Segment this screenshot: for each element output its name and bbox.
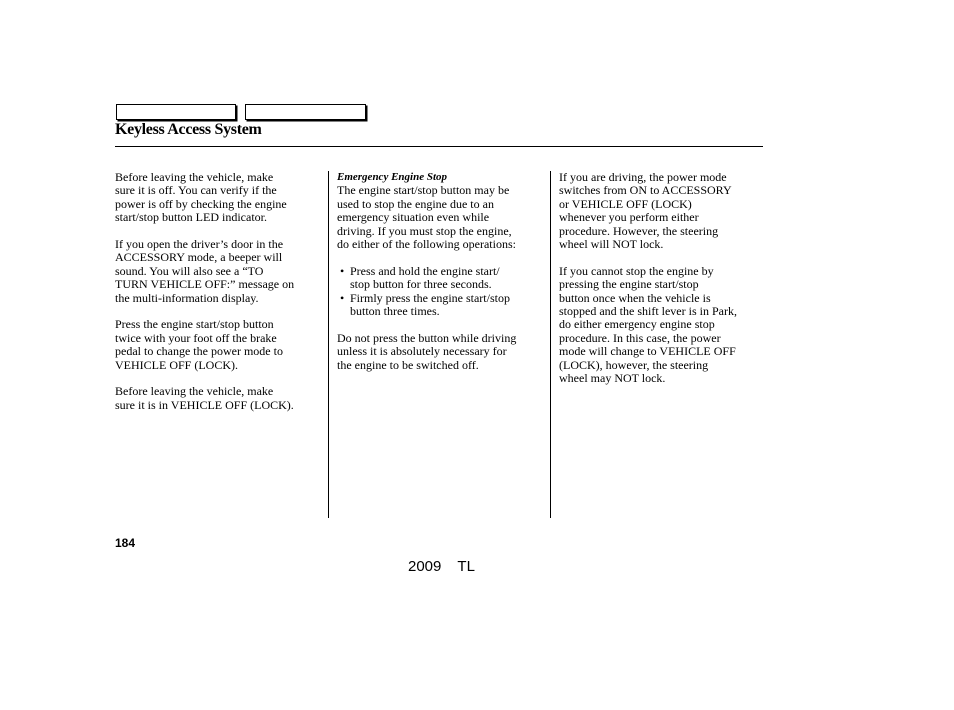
paragraph: Press the engine start/stop button twice with your foot off the brake pedal to change the power mode to VEHICLE OFF (LOCK).: [115, 317, 283, 372]
nav-tab-box[interactable]: [116, 104, 236, 120]
title-rule: [115, 146, 763, 147]
paragraph: If you are driving, the power mode switches from ON to ACCESSORY or VEHICLE OFF (LOCK) whenever you perform either procedure. However, the steering wheel will NOT lock.: [559, 170, 732, 252]
list-item: [337, 292, 547, 319]
paragraph: If you open the driver’s door in the ACCESSORY mode, a beeper will sound. You will also see a “TO TURN VEHICLE OFF:” message on the multi-information display.: [115, 237, 295, 305]
paragraph: Do not press the button while driving unless it is absolutely necessary for the engine to be switched off.: [337, 330, 517, 372]
bullet-marker: •: [340, 290, 345, 305]
list-item-text: Press and hold the engine start/ stop button for three seconds.: [350, 263, 500, 292]
page-title: Keyless Access System: [115, 121, 262, 138]
subheading: Emergency Engine Stop: [337, 171, 448, 183]
column-divider: [550, 171, 551, 518]
nav-tab-box[interactable]: [245, 104, 366, 120]
bullet-marker: •: [340, 263, 345, 278]
model-label: 2009 TL: [408, 558, 475, 575]
text-column-right: [559, 171, 769, 399]
paragraph: The engine start/stop button may be used to stop the engine due to an emergency situation even while driving. If you must stop the engine, do either of the following operations:: [337, 183, 516, 252]
paragraph: Before leaving the vehicle, make sure it is in VEHICLE OFF (LOCK).: [115, 384, 294, 412]
column-divider: [328, 171, 329, 518]
page-number: 184: [115, 536, 136, 550]
text-column-left: [115, 171, 325, 426]
bullet-list: [337, 265, 547, 319]
paragraph: If you cannot stop the engine by pressing the engine start/stop button once when the vehicle is stopped and the shift lever is in Park, do either emergency engine stop procedure. In this case, the power mode will change to VEHICLE OFF (LOCK), however, the steering wheel may NOT lock.: [559, 263, 737, 386]
list-item: [337, 265, 547, 292]
paragraph: Before leaving the vehicle, make sure it is off. You can verify if the power is off by checking the engine start/stop button LED indicator.: [115, 170, 287, 225]
list-item-text: Firmly press the engine start/stop button three times.: [350, 290, 510, 319]
text-column-middle: [337, 171, 547, 385]
